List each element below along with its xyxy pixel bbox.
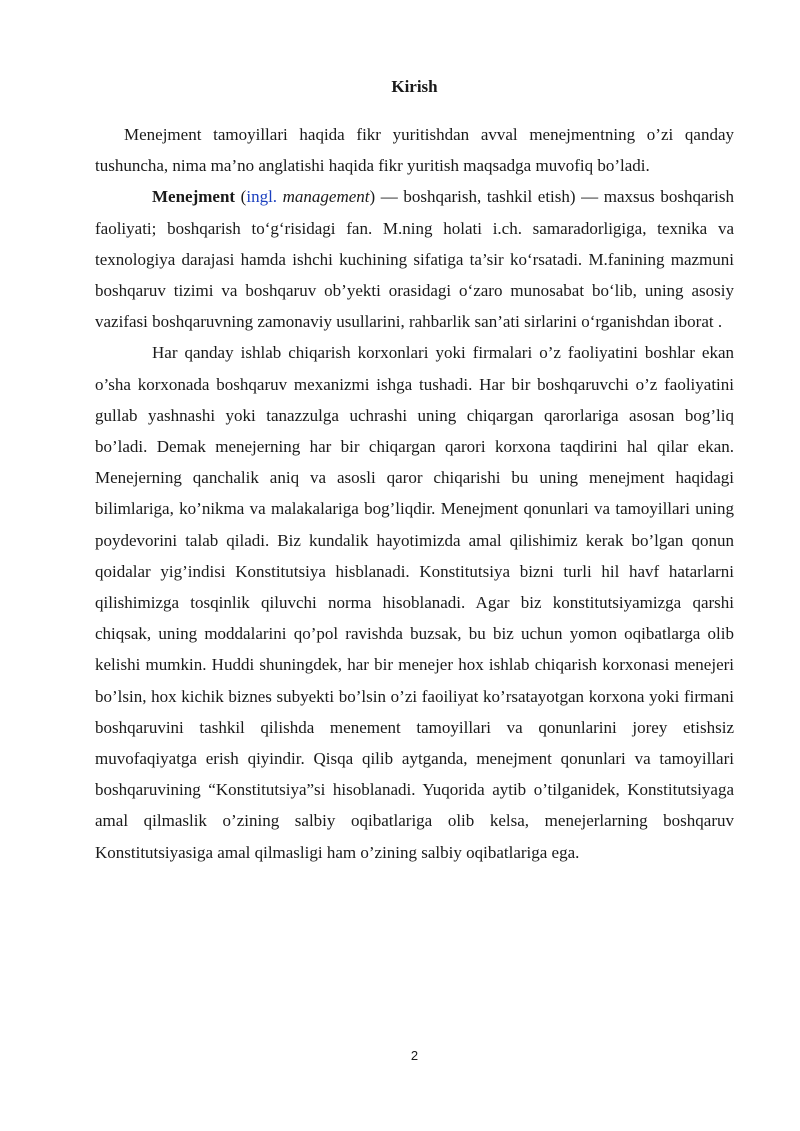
definition-term: Menejment: [152, 187, 236, 207]
main-paragraph: Har qanday ishlab chiqarish korxonlari yoki firmalari o’z faoliyatini boshlar ekan o’sha korxonada boshqaruv mexanizmi ishga tushadi. Har bir boshqaruvchi o’z faoliyatini gullab yashnashi yoki tanazzulga uchrashi uning chiqargan qarorlariga asosan bog’liq bo’ladi. Demak menejerning har bir chiqargan qarori korxona taqdirini hal qilar ekan. Menejerning qanchalik aniq va asosli qaror chiqarishi bu uning menejment haqidagi bilimlariga, ko’nikma va malakalariga bog’liqdir. Menejment qonunlari va tamoyillari uning poydevorini talab qiladi. Biz kundalik hayotimizda amal qilishimiz kerak bo’lgan qonun qoidalar yig’indisi Konstitutsiya hisblanadi. Konstitutsiya bizni turli hil havf hatarlarni qilishimizga tosqinlik qiluvchi norma hisoblanadi. Agar biz konstitutsiyamizga qarshi chiqsak, uning moddalarini qo’pol ravishda buzsak, bu biz uchun yomon oqibatlarga olib kelishi mumkin. Huddi shuningdek, har bir menejer hox ishlab chiqarish korxonasi menejeri bo’lsin, hox kichik biznes subyekti bo’lsin o’zi faoiliyat ko’rsatayotgan korxona yoki firmani boshqaruvini tashkil qilishda menement tamoyillari va qonunlarini jorey etishsiz muvofaqiyatga erish qiyindir. Qisqa qilib aytganda, menejment qonunlari va tamoyillari boshqaruvining “Konstitutsiya”si hisoblanadi. Yuqorida aytib o’tilganidek, Konstitutsiyaga amal qilmaslik o’zining salbiy oqibatlariga olib kelsa, menejerlarning boshqaruv Konstitutsiyasiga amal qilmasligi ham o’zining salbiy oqibatlariga ega.: [95, 343, 734, 862]
definition-paragraph: [95, 181, 734, 337]
body-text: [95, 119, 734, 868]
intro-paragraph: Menejment tamoyillari haqida fikr yuritishdan avval menejmentning o’zi qanday tushuncha, nima ma’no anglatishi haqida fikr yuritish maqsadga muvofiq bo’ladi.: [95, 125, 734, 176]
language-link[interactable]: ingl.: [246, 187, 278, 207]
definition-text: ) — boshqarish, tashkil etish) — maxsus boshqarish faoliyati; boshqarish to‘g‘risidagi fan. M.ning holati i.ch. samaradorligiga, texnika va texnologiya darajasi hamda ishchi kuchining sifatiga ta’sir ko‘rsatadi. M.fanining mazmuni boshqaruv tizimi va boshqaruv ob’yekti orasidagi o‘zaro munosabat bo‘lib, uning asosiy vazifasi boshqaruvning zamonaviy usullarini, rahbarlik san’ati sirlarini o‘rganishdan iborat .: [95, 187, 734, 332]
foreign-word: management: [282, 187, 370, 207]
page-title: Kirish: [391, 77, 438, 96]
definition-paren-open: (: [235, 187, 247, 207]
page-number: 2: [410, 1048, 419, 1063]
